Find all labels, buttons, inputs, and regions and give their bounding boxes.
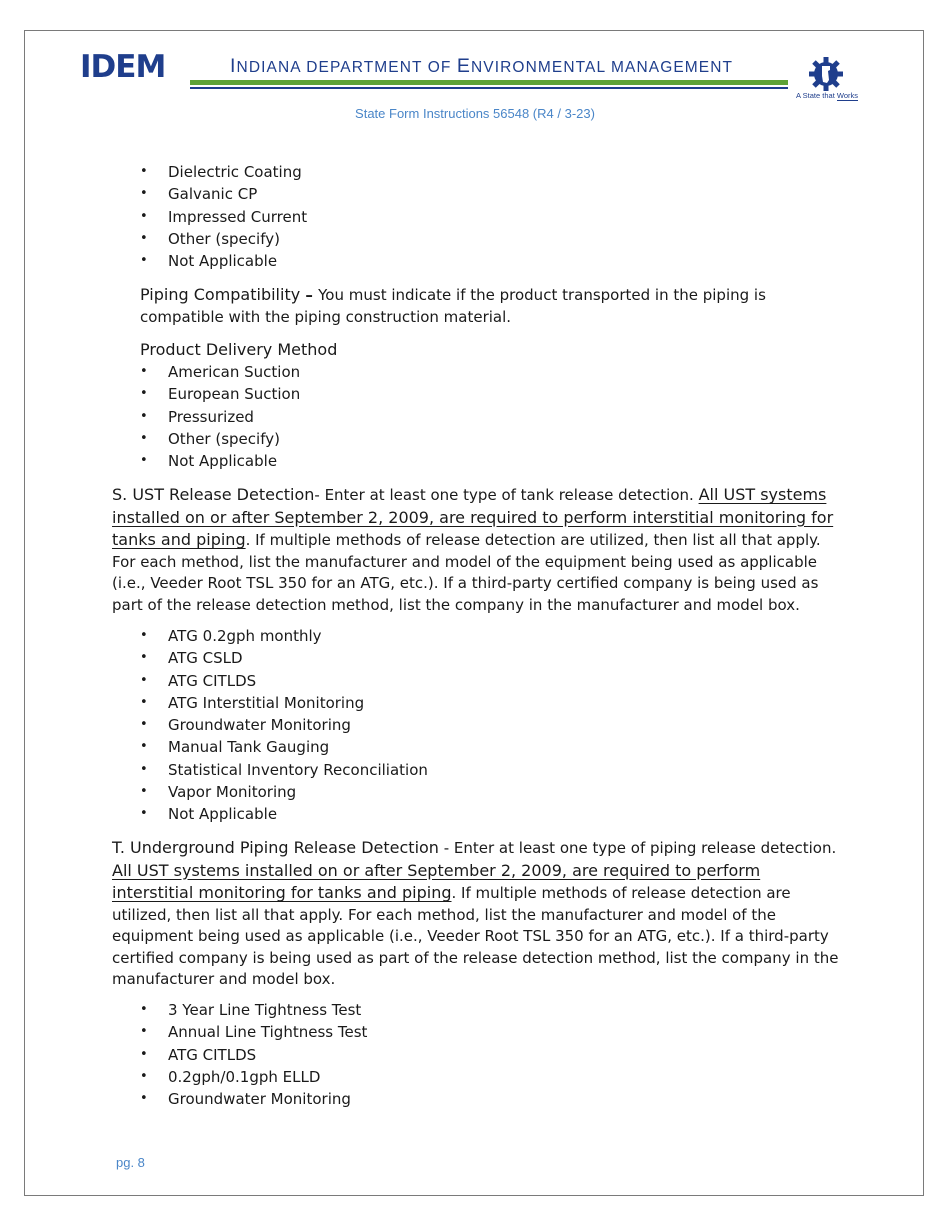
dept-title-w3-cap: E <box>456 55 471 77</box>
state-tagline <box>796 91 858 100</box>
section-t-rest: . If multiple methods of release detection are utilized, then list all that apply. For each method, list the manufacturer and model of the equipment being used as applicable (i.e., Veeder Root TSL 350 for an ATG, etc.). If a third-party certified company is being used as part of the release detection method, list the company in the manufacturer and model box. <box>112 884 839 988</box>
piping-compatibility-term: Piping Compatibility <box>140 285 301 304</box>
list-item: • Other (specify) <box>140 428 300 450</box>
list-item: • 0.2gph/0.1gph ELLD <box>140 1066 367 1088</box>
list-item: • Manual Tank Gauging <box>140 736 428 758</box>
section-t-paragraph <box>112 837 840 991</box>
list-item: • Not Applicable <box>140 803 428 825</box>
list-item: • Pressurized <box>140 406 300 428</box>
list-item: • Groundwater Monitoring <box>140 714 428 736</box>
indiana-gear-icon <box>808 56 844 92</box>
section-s-term: S. UST Release Detection <box>112 485 315 504</box>
list-item: • ATG Interstitial Monitoring <box>140 692 428 714</box>
dept-title-w1-cap: I <box>230 55 237 77</box>
state-tagline-emph: Works <box>836 91 858 100</box>
section-s-paragraph <box>112 484 840 616</box>
product-delivery-heading: Product Delivery Method <box>140 340 338 359</box>
idem-logo: IDEM <box>80 49 166 85</box>
list-item: • ATG CITLDS <box>140 1044 367 1066</box>
list-item: • Statistical Inventory Reconciliation <box>140 759 428 781</box>
list-item: • Not Applicable <box>140 250 307 272</box>
product-delivery-list <box>140 361 300 472</box>
piping-compatibility-dash: – <box>300 286 319 304</box>
section-t-underlined: All UST systems installed on or after September 2, 2009, are required to perform interstitial monitoring for tanks and piping <box>112 860 761 902</box>
state-tagline-prefix: A State that <box>796 91 837 100</box>
department-title <box>230 56 733 78</box>
section-s-lead: - Enter at least one type of tank release detection. <box>314 486 699 504</box>
piping-compatibility-text: You must indicate if the product transported in the piping is compatible with the piping construction material. <box>140 286 766 326</box>
list-item: • Other (specify) <box>140 228 307 250</box>
list-item: • American Suction <box>140 361 300 383</box>
page-number: pg. 8 <box>116 1155 145 1170</box>
dept-title-w2: OF <box>427 59 457 76</box>
list-item: • Galvanic CP <box>140 183 307 205</box>
list-item: • Dielectric Coating <box>140 161 307 183</box>
list-item: • Groundwater Monitoring <box>140 1088 367 1110</box>
list-item: • Not Applicable <box>140 450 300 472</box>
header-rule-green <box>190 80 788 85</box>
list-item: • ATG CSLD <box>140 647 428 669</box>
dept-title-w3-rest: NVIRONMENTAL MANAGEMENT <box>470 59 734 76</box>
piping-release-detection-list <box>140 999 367 1110</box>
section-s-rest: . If multiple methods of release detection are utilized, then list all that apply. For each method, list the manufacturer and model of the equipment being used as applicable (i.e., Veeder Root TSL 350 for an ATG, etc.). If a third-party certified company is being used as part of the release detection method, list the company in the manufacturer and model box. <box>112 531 821 614</box>
list-item: • ATG 0.2gph monthly <box>140 625 428 647</box>
corrosion-protection-list <box>140 161 307 272</box>
dept-title-w1-rest: NDIANA DEPARTMENT <box>236 59 428 76</box>
list-item: • European Suction <box>140 383 300 405</box>
piping-compatibility-paragraph <box>140 284 840 328</box>
section-s-underlined: All UST systems installed on or after September 2, 2009, are required to perform interstitial monitoring for tanks and piping <box>112 485 834 549</box>
list-item: • 3 Year Line Tightness Test <box>140 999 367 1021</box>
list-item: • ATG CITLDS <box>140 670 428 692</box>
form-reference: State Form Instructions 56548 (R4 / 3-23) <box>355 106 595 121</box>
list-item: • Annual Line Tightness Test <box>140 1021 367 1043</box>
tank-release-detection-list <box>140 625 428 826</box>
section-t-term: T. Underground Piping Release Detection <box>112 838 439 857</box>
section-t-lead: - Enter at least one type of piping release detection. <box>438 839 837 857</box>
list-item: • Vapor Monitoring <box>140 781 428 803</box>
list-item: • Impressed Current <box>140 206 307 228</box>
header-rule-blue <box>190 87 788 89</box>
